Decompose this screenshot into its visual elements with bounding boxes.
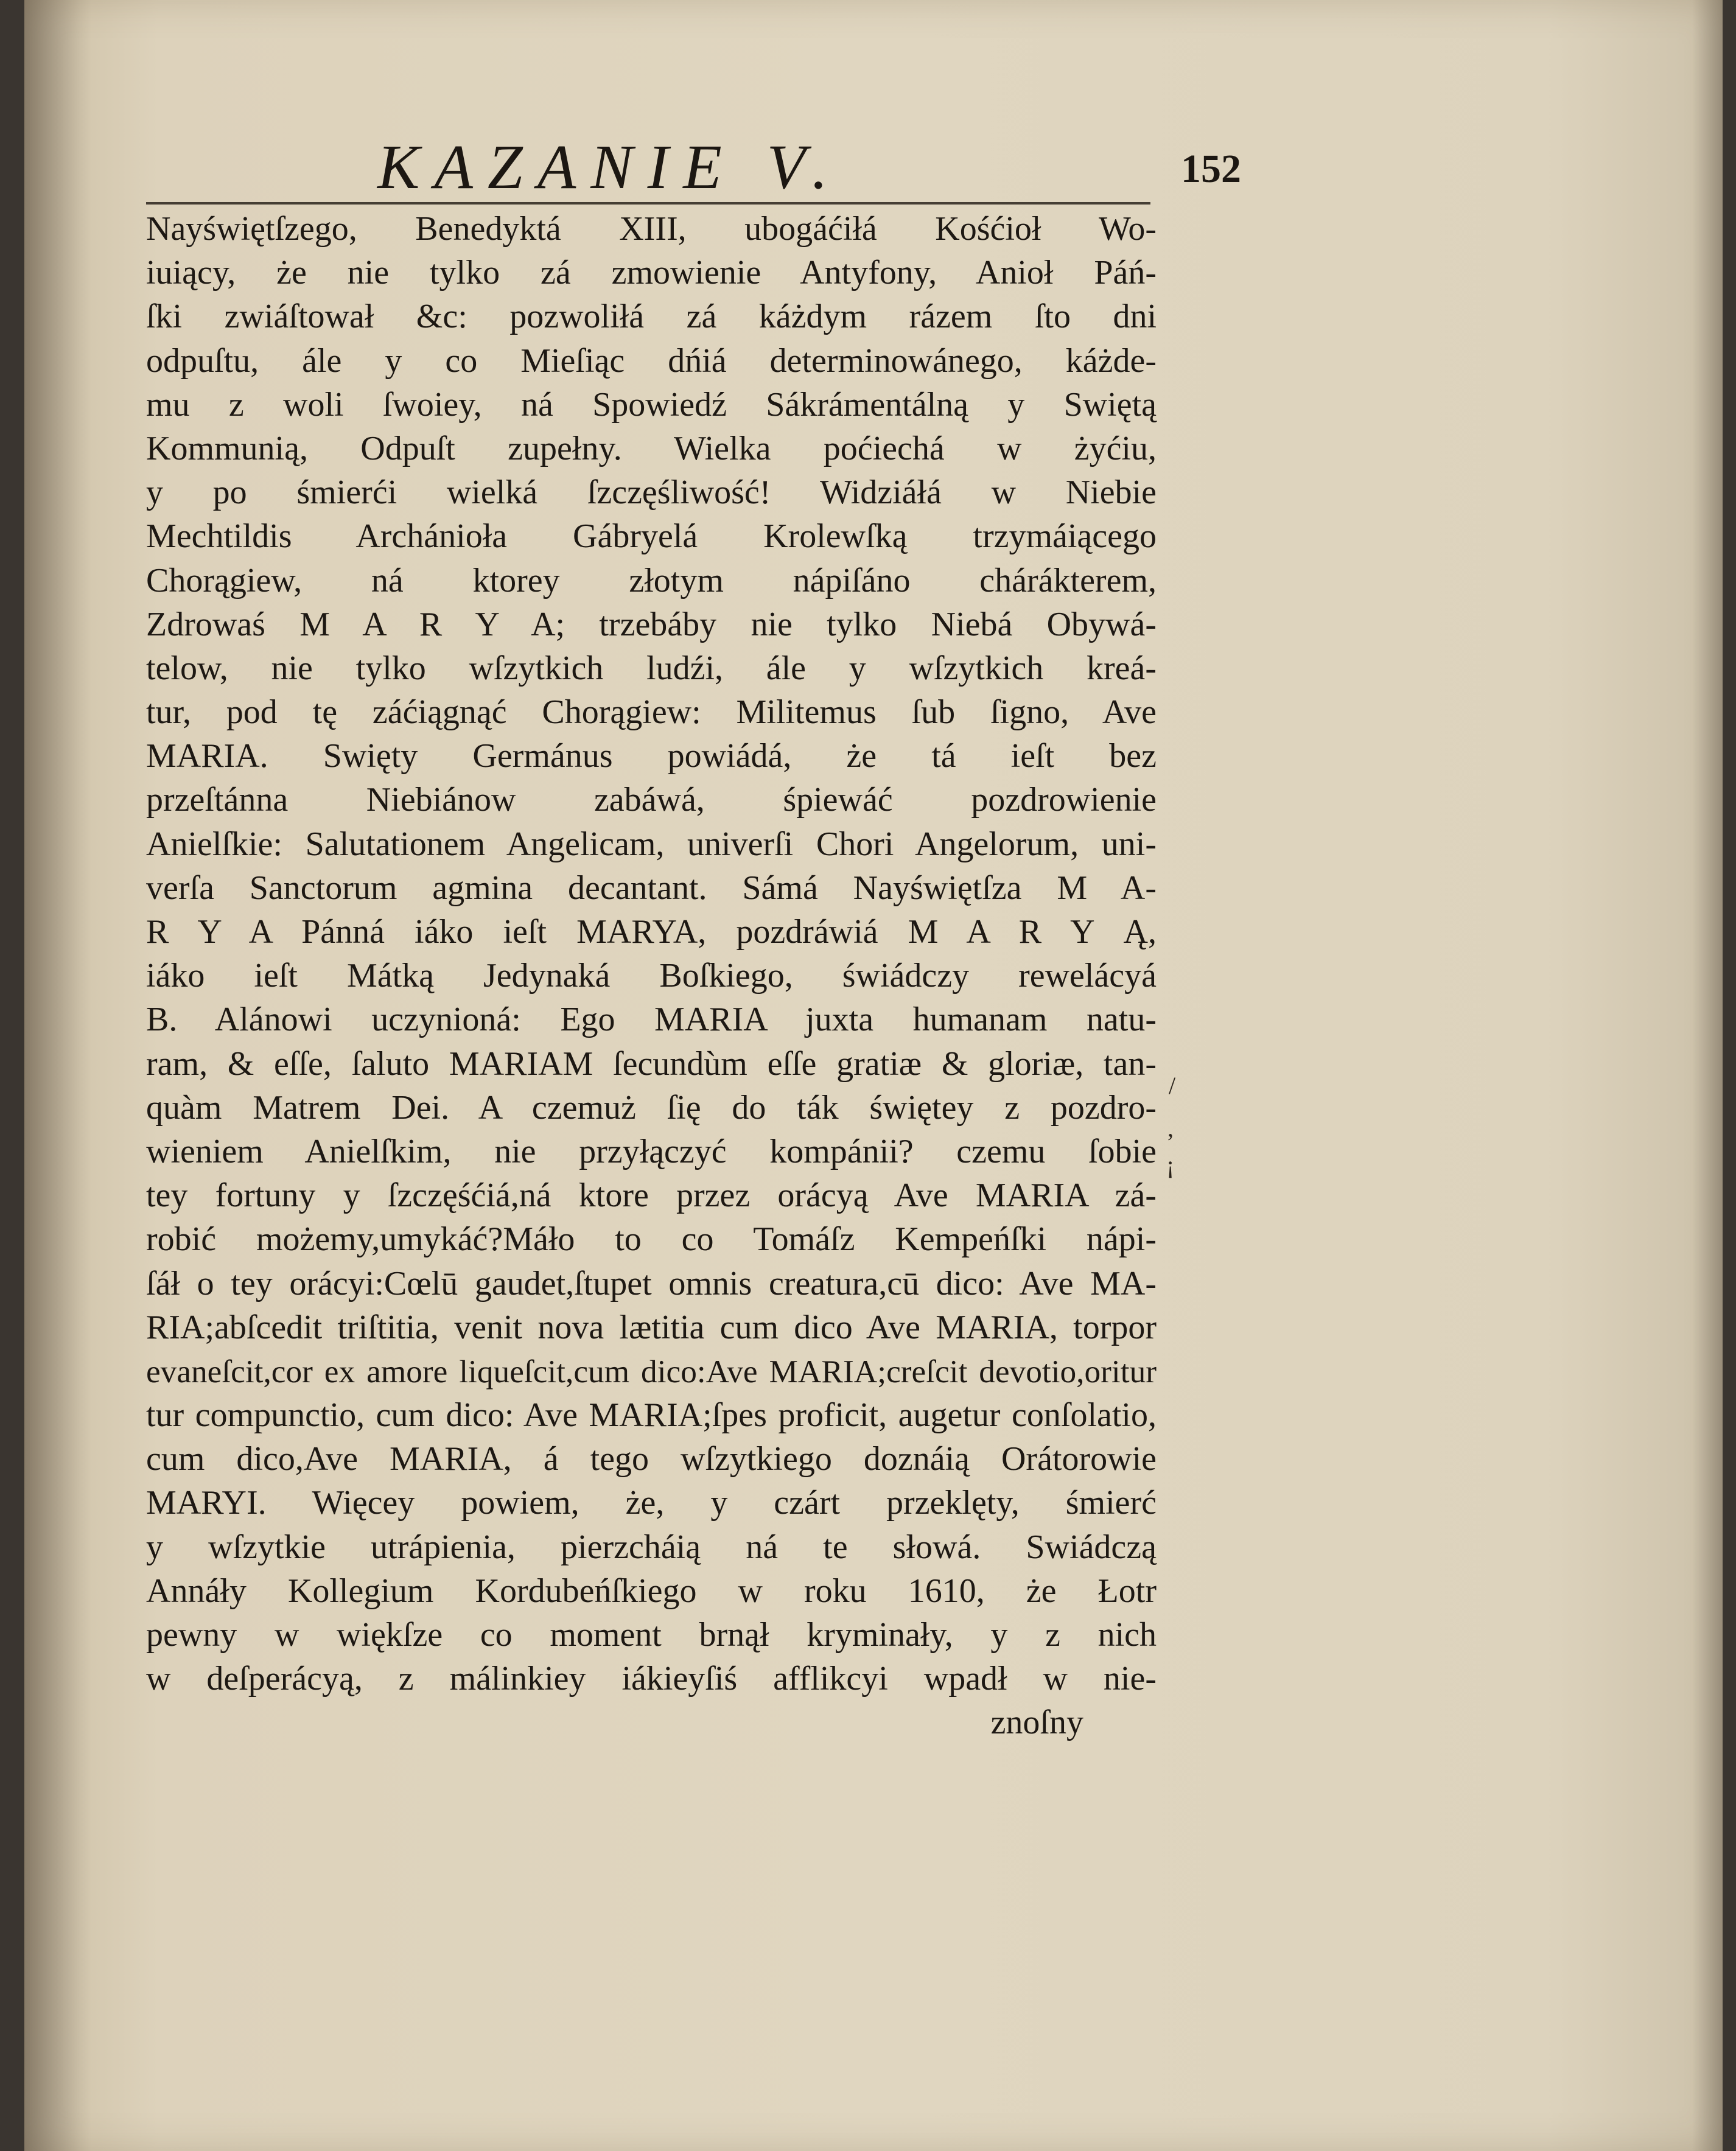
text-line: tur compunctio, cum dico: Ave MARIA;ſpes proficit, augetur conſolatio, xyxy=(146,1396,1157,1435)
text-line: pewny w więkſze co moment brnął kryminały, y z nich xyxy=(146,1616,1157,1654)
text-line: quàm Matrem Dei. A czemuż ſię do ták świętey z pozdro- xyxy=(146,1088,1157,1127)
text-line: cum dico,Ave MARIA, á tego wſzytkiego doznáią Orátorowie xyxy=(146,1440,1157,1478)
text-line: B. Alánowi uczynioná: Ego MARIA juxta humanam natu- xyxy=(146,1001,1157,1039)
text-line: ſki zwiáſtował &c: pozwoliłá zá káżdym rázem ſto dni xyxy=(146,298,1157,336)
text-line: w deſperácyą, z málinkiey iákieyſiś afflikcyi wpadł w nie- xyxy=(146,1660,1157,1698)
text-line: R Y A Pánná iáko ieſt MARYA, pozdráwiá M A R Y Ą, xyxy=(146,913,1157,951)
text-line: RIA;abſcedit triſtitia, venit nova lætitia cum dico Ave MARIA, torpor xyxy=(146,1308,1157,1346)
page-number: 152 xyxy=(1181,147,1241,191)
page-header xyxy=(365,131,1157,204)
text-line: odpuſtu, ále y co Mieſiąc dńiá determinowánego, káżde- xyxy=(146,341,1157,380)
text-line: tur, pod tę záćiągnąć Chorągiew: Militemus ſub ſigno, Ave xyxy=(146,693,1157,732)
text-line: Nayświętſzego, Benedyktá XIII, ubogáćiłá Kośćioł Wo- xyxy=(146,210,1157,248)
text-line: Zdrowaś M A R Y A; trzebáby nie tylko Niebá Obywá- xyxy=(146,605,1157,643)
text-line: y po śmierći wielká ſzczęśliwość! Widziáłá w Niebie xyxy=(146,474,1157,512)
text-line: Mechtildis Archánioła Gábryelá Krolewſką trzymáiącego xyxy=(146,517,1157,556)
text-line: wieniem Anielſkim, nie przyłączyć kompánii? czemu ſobie xyxy=(146,1132,1157,1170)
book-page xyxy=(24,0,1723,2151)
text-line: mu z woli ſwoiey, ná Spowiedź Sákrámentálną y Swiętą xyxy=(146,385,1157,424)
text-line: Kommunią, Odpuſt zupełny. Wielka poćiechá w żyćiu, xyxy=(146,429,1157,467)
catchword: znoſny xyxy=(990,1704,1083,1742)
text-line: iáko ieſt Mátką Jedynaká Boſkiego, świádczy rewelácyá xyxy=(146,957,1157,995)
text-line: y wſzytkie utrápienia, pierzcháią ná te słowá. Swiádczą xyxy=(146,1528,1157,1566)
text-line: verſa Sanctorum agmina decantant. Sámá Nayświętſza M A- xyxy=(146,869,1157,907)
margin-mark: / xyxy=(1169,1072,1176,1099)
sermon-text xyxy=(146,207,1157,1745)
running-title: KAZANIE V. xyxy=(377,132,842,202)
text-line: telow, nie tylko wſzytkich ludźi, ále y wſzytkich kreá- xyxy=(146,649,1157,687)
text-line: Chorągiew, ná ktorey złotym nápiſáno chárákterem, xyxy=(146,561,1157,600)
text-line: robić możemy,umykáć?Máło to co Tomáſz Kempeńſki nápi- xyxy=(146,1220,1157,1259)
text-line: ſáł o tey orácyi:Cœlū gaudet,ſtupet omnis creatura,cū dico: Ave MA- xyxy=(146,1264,1157,1303)
text-line: przeſtánna Niebiánow zabáwá, śpiewáć pozdrowienie xyxy=(146,781,1157,819)
margin-mark: ¡ xyxy=(1166,1151,1175,1178)
text-line: Annáły Kollegium Kordubeńſkiego w roku 1610, że Łotr xyxy=(146,1572,1157,1610)
text-line: MARYI. Więcey powiem, że, y czárt przeklęty, śmierć xyxy=(146,1484,1157,1522)
text-line: Anielſkie: Salutationem Angelicam, univerſi Chori Angelorum, uni- xyxy=(146,825,1157,863)
margin-mark: , xyxy=(1167,1114,1174,1142)
text-line: MARIA. Swięty Germánus powiádá, że tá ieſt bez xyxy=(146,737,1157,775)
text-line: tey fortuny y ſzczęśćiá,ná ktore przez orácyą Ave MARIA zá- xyxy=(146,1177,1157,1215)
text-line: ram, & eſſe, ſaluto MARIAM ſecundùm eſſe gratiæ & gloriæ, tan- xyxy=(146,1044,1157,1083)
text-line: iuiący, że nie tylko zá zmowienie Antyfony, Anioł Páń- xyxy=(146,254,1157,292)
header-rule xyxy=(146,202,1150,205)
text-line: evaneſcit,cor ex amore liqueſcit,cum dico:Ave MARIA;creſcit devotio,oritur xyxy=(146,1352,1157,1390)
